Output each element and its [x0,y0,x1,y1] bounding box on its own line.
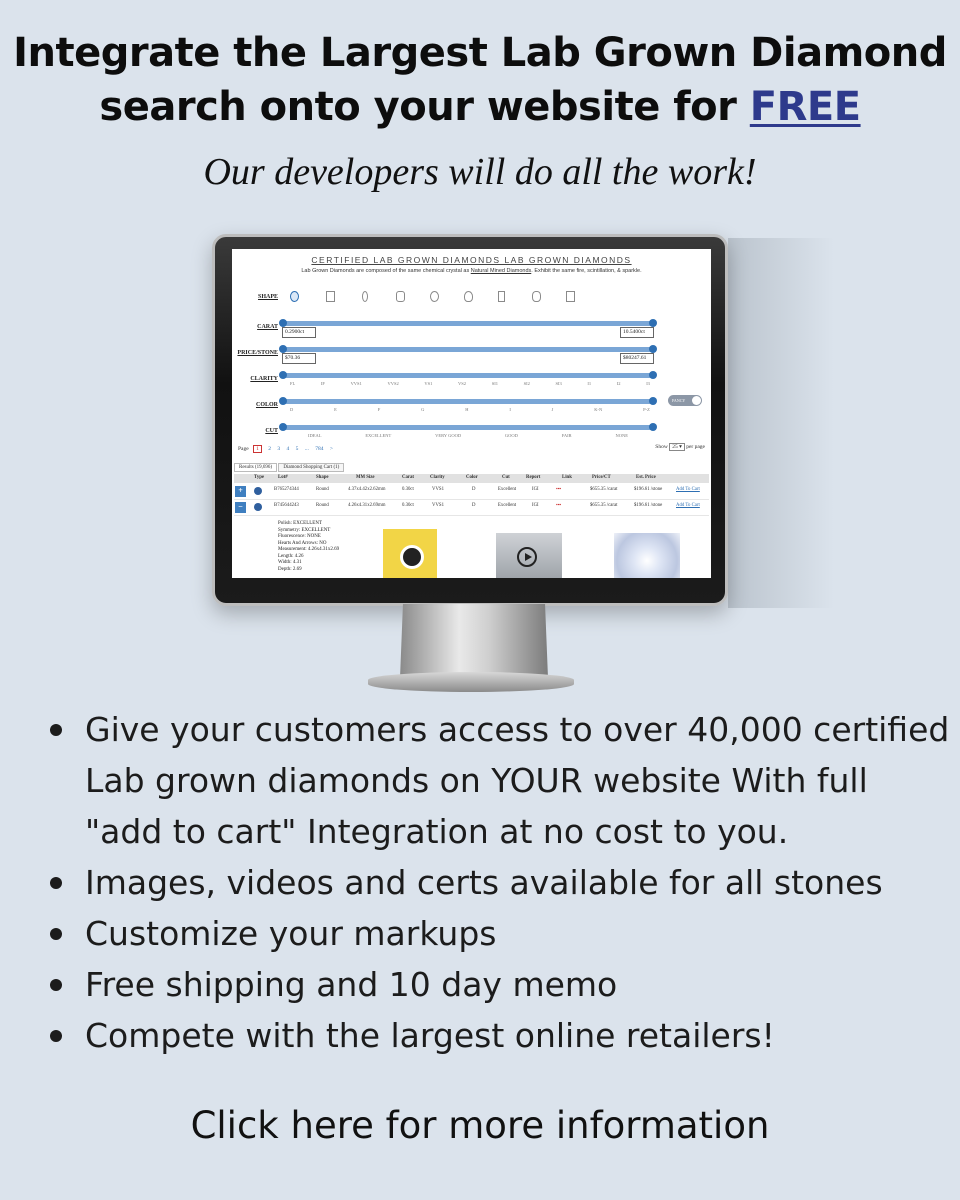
lab-grown-icon [254,487,262,495]
shape-icons [290,291,590,305]
clarity-tick: SI1 [491,381,498,386]
emerald-shape-icon[interactable] [498,291,505,302]
cut-slider[interactable] [282,425,654,430]
page-size [655,444,705,450]
detail-line: Polish: EXCELLENT [278,521,323,526]
fancy-color-toggle[interactable]: FANCY [668,395,702,406]
shape-cell: Round [316,487,329,492]
clarity-tick: IF [320,381,325,386]
detail-line: Hearts And Arrows: NO [278,540,327,546]
expand-row-button[interactable]: + [235,486,246,497]
bullet-icon [50,877,62,889]
color-tick: P-Z [643,407,650,412]
clarity-tick: FL [290,381,296,386]
detail-line: Measurement: 4.26x4.31x2.69 [278,547,340,552]
page-ellipsis: ... [304,446,309,452]
cut-tick: VERY GOOD [435,433,462,438]
color-tick: F [377,407,381,412]
search-subtitle [232,268,711,274]
diamond-video[interactable] [496,533,562,578]
carat-cell: 0.30ct [402,487,414,492]
subhead: Our developers will do all the work! [203,151,757,193]
list-item-text: Free shipping and 10 day memo [85,965,618,1004]
media-icons[interactable]: ▪▪▪ [556,503,562,508]
est-price-cell: $196.61 /stone [634,503,663,508]
col-header[interactable]: Type [254,475,265,480]
cut-tick: GOOD [504,433,518,438]
monitor-screen [232,249,711,578]
color-min-handle[interactable] [279,397,287,405]
princess-shape-icon[interactable] [326,291,335,302]
color-cell: D [472,487,476,492]
clarity-tick: VVS2 [387,381,399,386]
cut-label: CUT [265,428,278,434]
color-tick: G [421,407,425,412]
col-header[interactable]: Carat [402,475,414,480]
clarity-tick: SI2 [523,381,530,386]
bullet-icon [50,979,62,991]
carat-label: CARAT [257,324,278,330]
headline-line1: Integrate the Largest Lab Grown Diamond [13,30,947,76]
page-link[interactable]: 2 [268,446,271,452]
report-cell: IGI [532,503,539,508]
monitor-stand [400,604,548,678]
add-to-cart-link[interactable]: Add To Cart [676,487,700,492]
clarity-tick: I1 [587,381,592,386]
natural-diamonds-link[interactable]: Natural Mined Diamonds [470,268,532,274]
list-item [50,908,950,959]
col-header[interactable]: Shape [316,475,329,480]
cut-min-handle[interactable] [279,423,287,431]
lot-number: B745644243 [274,503,299,508]
color-slider[interactable] [282,399,654,404]
detail-line: Width: 4.31 [278,560,302,565]
monitor-base [368,672,574,692]
detail-line: Symmetry: EXCELLENT [278,527,331,533]
page-size-value: 25 [672,444,678,450]
headline-line2-text: search onto your website for [99,84,750,130]
price-max-input[interactable]: $80247.61 [620,353,654,364]
price-min-handle[interactable] [279,345,287,353]
color-tick: I [509,407,511,412]
clarity-tick: VVS1 [350,381,362,386]
cut-max-handle[interactable] [649,423,657,431]
feature-list [50,704,950,1061]
lab-grown-icon [254,503,262,511]
tab-cart[interactable]: Diamond Shopping Cart (1) [278,463,344,472]
col-header[interactable]: Report [526,475,541,480]
pear-shape-icon[interactable] [464,291,473,302]
list-item-text: Images, videos and certs available for all stones [85,863,883,902]
price-label: PRICE/STONE [237,350,278,356]
page-link[interactable]: 4 [286,446,290,452]
detail-line: Fluorescence: NONE [278,534,321,539]
detail-line: Length: 4.26 [278,553,304,559]
col-header[interactable]: Price/CT [592,475,611,480]
page-link[interactable]: 3 [277,446,281,452]
cut-tick: EXCELLENT [365,433,392,438]
cut-cell: Excellent [498,487,517,492]
carat-slider[interactable] [282,321,654,326]
radiant-shape-icon[interactable] [532,291,541,302]
shape-label: SHAPE [257,294,278,300]
list-item [50,1010,950,1061]
collapse-row-button[interactable]: − [235,502,246,513]
clarity-slider[interactable] [282,373,654,378]
color-label: COLOR [255,402,278,408]
show-label: Show [655,444,668,450]
col-header[interactable]: Color [466,475,478,480]
cut-tick: FAIR [561,433,572,438]
price-ct-cell: $655.35 /carat [590,487,618,492]
col-header[interactable]: Clarity [430,475,445,480]
cut-ticks [308,433,628,438]
price-slider[interactable] [282,347,654,352]
diamond-image[interactable] [614,533,680,578]
clarity-tick: I2 [616,381,621,386]
per-page-label: per page [686,444,705,450]
free-link[interactable]: FREE [749,84,861,130]
cut-tick: IDEAL [308,433,322,438]
table-header [234,474,709,483]
search-subtitle-end: . Exhibit the same fire, scintillation, & sparkle. [531,268,642,274]
diamond-details [278,521,339,573]
color-tick: H [465,407,469,412]
list-item [50,857,950,908]
report-cell: IGI [532,487,539,492]
tab-results[interactable]: Results (19,696) [234,463,277,472]
cut-cell: Excellent [498,503,517,508]
col-header: Link [562,475,572,480]
clarity-tick: I3 [646,381,650,386]
round-shape-icon[interactable] [290,291,299,302]
color-tick: K-N [594,407,603,412]
mm-cell: 4.37x4.42x2.62mm [348,487,386,492]
color-tick: J [551,407,554,412]
price-ct-cell: $655.35 /carat [590,503,618,508]
certificate-image[interactable] [383,529,437,578]
carat-max-handle[interactable] [649,319,657,327]
clarity-label: CLARITY [250,376,278,382]
add-to-cart-link[interactable]: Add To Cart [676,503,700,508]
clarity-tick: SI3 [555,381,562,386]
pagination [238,446,333,452]
carat-min-input[interactable]: 0.2900ct [282,327,316,338]
chevron-down-icon: ▾ [679,444,682,450]
clarity-tick: VS1 [424,381,433,386]
clarity-ticks [290,381,650,386]
col-header[interactable]: MM Size [356,475,375,480]
monitor-shadow [728,238,834,608]
carat-min-handle[interactable] [279,319,287,327]
page-size-select[interactable] [669,443,685,451]
color-tick: E [334,407,337,412]
search-title: CERTIFIED LAB GROWN DIAMONDS LAB GROWN DIAMONDS [311,255,632,265]
clarity-cell: VVS1 [432,487,444,492]
list-item-text: Customize your markups [85,914,497,953]
price-max-handle[interactable] [649,345,657,353]
color-ticks [290,407,650,412]
marquise-shape-icon[interactable] [362,291,368,302]
list-item-text: Give your customers access to over 40,000 certified Lab grown diamonds on YOUR website With full "add to cart" Integration at no cost to you. [85,710,950,851]
col-header[interactable]: Est. Price [636,475,656,480]
bullet-icon [50,1030,62,1042]
color-max-handle[interactable] [649,397,657,405]
est-price-cell: $196.61 /stone [634,487,663,492]
results-tabs [234,463,344,472]
headline-line2 [0,80,960,134]
list-item [50,959,950,1010]
more-info-link[interactable]: Click here for more information [190,1104,770,1147]
page-link[interactable]: 5 [295,446,299,452]
search-subtitle-text: Lab Grown Diamonds are composed of the same chemical crystal as [301,268,471,274]
color-tick: D [290,407,294,412]
clarity-cell: VVS1 [432,503,444,508]
carat-max-input[interactable]: 10.5400ct [620,327,654,338]
clarity-tick: VS2 [458,381,467,386]
cushion-shape-icon[interactable] [396,291,405,302]
table-row[interactable] [234,486,709,500]
clarity-min-handle[interactable] [279,371,287,379]
price-min-input[interactable]: $70.36 [282,353,316,364]
shape-cell: Round [316,503,329,508]
page-current[interactable]: 1 [253,445,262,453]
media-icons[interactable]: ▪▪▪ [556,487,562,492]
headline [0,26,960,134]
color-cell: D [472,503,476,508]
bullet-icon [50,928,62,940]
detail-line: Depth: 2.69 [278,566,302,572]
clarity-max-handle[interactable] [649,371,657,379]
lot-number: B765274344 [274,487,299,492]
page-label: Page [238,446,249,452]
carat-cell: 0.30ct [402,503,414,508]
asscher-shape-icon[interactable] [566,291,575,302]
play-icon[interactable] [517,547,537,567]
bullet-icon [50,724,62,736]
col-header[interactable]: Cut [502,475,510,480]
page-link[interactable]: 784 [315,446,324,452]
cut-tick: NONE [615,433,628,438]
col-header[interactable]: Lot# [278,475,288,480]
list-item-text: Compete with the largest online retailers! [85,1016,775,1055]
list-item [50,704,950,857]
next-page-button[interactable]: > [329,446,333,452]
oval-shape-icon[interactable] [430,291,439,302]
table-row[interactable] [234,502,709,516]
mm-cell: 4.26x4.31x2.69mm [348,503,386,508]
